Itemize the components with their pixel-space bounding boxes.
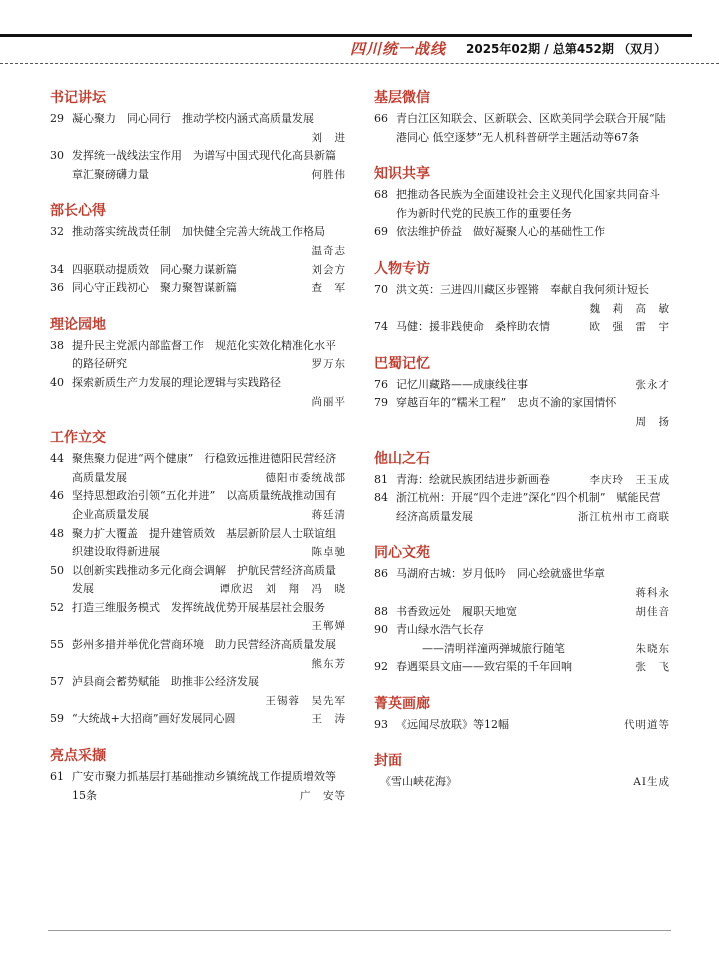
article-author: 德阳市委统战部: [265, 471, 346, 484]
toc-entry[interactable]: [50, 337, 346, 374]
section-title: 同心文苑: [374, 545, 430, 562]
article-title: 春遇渠县文庙——致宕渠的千年回响: [396, 660, 572, 674]
section-title: 人物专访: [374, 260, 430, 277]
page-number: 90: [374, 623, 388, 637]
article-title: 彭州多措并举优化营商环境 助力民营经济高质量发展: [72, 638, 336, 652]
page-number: 52: [50, 600, 64, 614]
toc-entry[interactable]: [374, 658, 670, 677]
page-number: 30: [50, 149, 64, 163]
article-title: 凝心聚力 同心同行 推动学校内涵式高质量发展: [72, 112, 314, 125]
section-title: 工作立交: [50, 430, 106, 447]
page-number: 86: [374, 567, 388, 581]
section-title: 亮点采撷: [50, 748, 106, 765]
article-author: 欧 强 雷 宇: [589, 321, 670, 334]
article-title: 聚力扩大覆盖 提升建管质效 基层新阶层人士联谊组织建设取得新进展: [72, 526, 336, 559]
toc-section: [374, 751, 670, 792]
article-title: 同心守正践初心 聚力聚智谋新篇: [72, 281, 237, 295]
toc-entry[interactable]: [374, 716, 670, 735]
article-author: 熊东芳: [311, 657, 346, 670]
article-author: 张 飞: [635, 661, 670, 674]
toc-section: [374, 449, 670, 527]
toc-entry[interactable]: [50, 525, 346, 562]
toc-entry[interactable]: [50, 562, 346, 599]
article-title: 依法维护侨益 做好凝聚人心的基础性工作: [396, 225, 605, 239]
article-author: 谭欣迟 刘 翔 冯 晓: [219, 583, 346, 596]
page-number: 79: [374, 396, 388, 410]
article-title: 广安市聚力抓基层打基础推动乡镇统战工作提质增效等15条: [72, 770, 336, 802]
article-author: 蒋廷清: [311, 508, 346, 521]
toc-entry[interactable]: [374, 281, 670, 318]
toc-entry[interactable]: [374, 223, 670, 242]
article-author: 朱晓东: [635, 642, 670, 655]
toc-section: [374, 543, 670, 677]
page-number: 88: [374, 604, 388, 618]
section-title: 他山之石: [374, 450, 430, 467]
toc-section: [50, 88, 346, 184]
page-number: 48: [50, 526, 64, 540]
article-title: 提升民主党派内部监督工作 规范化实效化精准化水平的路径研究: [72, 338, 336, 371]
page-number: 93: [374, 717, 388, 731]
article-author: 蒋科永: [635, 586, 670, 599]
toc-section: [374, 259, 670, 337]
toc-section: [374, 88, 670, 147]
article-title: 浙江杭州：开展“四个走进”深化“四个机制” 赋能民营经济高质量发展: [396, 491, 661, 523]
article-author: 广 安等: [300, 789, 346, 802]
article-author: 王郸婵: [311, 620, 346, 633]
toc-entry[interactable]: [50, 279, 346, 298]
header-dashed-divider: [0, 63, 719, 64]
article-author: AI生成: [633, 776, 670, 789]
article-author: 浙江杭州市工商联: [578, 510, 670, 523]
article-author: 王锡蓉 吴先军: [265, 694, 346, 707]
article-author: 刘 进: [311, 131, 346, 144]
bottom-rule: [48, 930, 671, 931]
toc-section: [50, 428, 346, 729]
toc-entry[interactable]: [374, 621, 670, 640]
article-title: 把推动各民族为全面建设社会主义现代化国家共同奋斗作为新时代党的民族工作的重要任务: [396, 188, 660, 220]
header-rule: [0, 34, 692, 37]
toc-entry[interactable]: [374, 376, 670, 395]
toc-left-column: [50, 88, 346, 822]
article-title: 四驱联动提质效 同心聚力谋新篇: [72, 262, 237, 276]
toc-entry[interactable]: [50, 768, 346, 805]
article-author: 胡佳音: [635, 605, 670, 618]
toc-entry[interactable]: [374, 565, 670, 602]
section-title: 知识共享: [374, 166, 430, 183]
page-number: 76: [374, 377, 388, 391]
page-number: 61: [50, 770, 64, 784]
page-number: 40: [50, 375, 64, 389]
article-title: 坚持思想政治引领“五化并进” 以高质量统战推动国有企业高质量发展: [72, 489, 337, 521]
page-number: 66: [374, 112, 388, 125]
article-author: 张永才: [635, 378, 670, 391]
page-number: 29: [50, 112, 64, 125]
toc-entry[interactable]: [50, 636, 346, 673]
article-author: 尚丽平: [311, 395, 346, 408]
page-number: 46: [50, 489, 64, 503]
page-number: 69: [374, 225, 388, 239]
article-author: 何胜伟: [311, 168, 346, 181]
toc-entry[interactable]: [50, 223, 346, 260]
toc-entry[interactable]: [374, 489, 670, 526]
section-title: 书记讲坛: [50, 90, 106, 106]
toc-section: [50, 201, 346, 297]
article-subtitle: ——清明祥潼两弹城旅行随笔: [422, 641, 565, 655]
page-number: 32: [50, 225, 64, 239]
article-title: 探索新质生产力发展的理论逻辑与实践路径: [72, 375, 281, 389]
page-number: 74: [374, 320, 388, 334]
article-author: 陈卓驰: [311, 546, 346, 559]
section-title: 封面: [374, 753, 402, 770]
toc-section: [374, 164, 670, 242]
magazine-logo: 四川统一战线: [350, 40, 447, 58]
toc-entry[interactable]: [374, 110, 670, 147]
section-title: 理论园地: [50, 316, 106, 333]
page-number: 34: [50, 262, 64, 276]
toc-entry[interactable]: [50, 673, 346, 710]
article-author: 刘会方: [311, 263, 346, 276]
article-title: 推动落实统战责任制 加快健全完善大统战工作格局: [72, 225, 325, 239]
toc-section: [374, 354, 670, 432]
toc-entry[interactable]: [50, 599, 346, 636]
toc-entry[interactable]: [50, 261, 346, 280]
toc-entry[interactable]: [50, 147, 346, 184]
page-number: 50: [50, 563, 64, 577]
article-author: 周 扬: [635, 415, 670, 428]
article-title: 泸县商会蓄势赋能 助推非公经济发展: [72, 675, 259, 689]
article-title: 青白江区知联会、区新联会、区欧美同学会联合开展“陆港同心 低空逐梦”无人机科普研学主题活动等67条: [396, 112, 666, 144]
toc-entry[interactable]: [50, 710, 346, 729]
article-title: 《远闻尽放联》等12幅: [396, 717, 509, 731]
page-number: 57: [50, 675, 64, 689]
article-title: “大统战+大招商”画好发展同心圆: [72, 712, 236, 726]
article-author: 温奇志: [311, 244, 346, 257]
issue-info: 2025年02期 / 总第452期 （双月）: [466, 42, 667, 56]
article-title: 《雪山峡花海》: [380, 775, 457, 789]
page-number: 44: [50, 452, 64, 466]
page-number: 38: [50, 338, 64, 352]
toc-entry[interactable]: [374, 394, 670, 431]
toc-entry[interactable]: [50, 110, 346, 147]
toc-entry[interactable]: [50, 374, 346, 411]
toc-entry[interactable]: [50, 487, 346, 524]
toc-entry[interactable]: [374, 471, 670, 490]
page-number: 59: [50, 712, 64, 726]
article-title: 记忆川藏路——成康线往事: [396, 377, 528, 391]
toc-section: [50, 315, 346, 411]
article-title: 马健：援非践使命 桑梓助农情: [396, 320, 550, 334]
article-author: 魏 莉 高 敏: [589, 302, 670, 315]
section-title: 巴蜀记忆: [374, 355, 430, 372]
article-title: 聚焦聚力促进“两个健康” 行稳致远推进德阳民营经济高质量发展: [72, 452, 337, 484]
toc-section: [374, 694, 670, 735]
article-title: 马湖府古城：岁月低吟 同心绘就盛世华章: [396, 567, 605, 581]
article-title: 书香致远处 履职天地宽: [396, 604, 517, 618]
toc-section: [50, 746, 346, 805]
page-number: 36: [50, 281, 64, 295]
article-title: 以创新实践推动多元化商会调解 护航民营经济高质量发展: [72, 563, 336, 596]
toc-entry[interactable]: [50, 450, 346, 487]
article-title: 青海：绘就民族团结进步新画卷: [396, 472, 550, 486]
section-title: 基层微信: [374, 90, 430, 106]
toc-entry[interactable]: [374, 603, 670, 622]
article-title: 发挥统一战线法宝作用 为谱写中国式现代化高县新篇章汇聚磅礴力量: [72, 149, 336, 181]
article-author: 查 军: [311, 282, 346, 295]
page-number: 70: [374, 282, 388, 296]
toc-entry[interactable]: [374, 186, 670, 223]
section-title: 部长心得: [50, 203, 106, 220]
page-number: 68: [374, 188, 388, 202]
article-subtitle-row: [374, 640, 670, 659]
toc-entry[interactable]: [374, 773, 670, 792]
page-number: 92: [374, 660, 388, 674]
article-author: 代明道等: [624, 718, 670, 731]
article-author: 罗万东: [311, 358, 346, 371]
page-number: 81: [374, 472, 388, 486]
article-title: 青山绿水浩气长存: [396, 623, 484, 637]
page-number: 84: [374, 491, 388, 505]
section-title: 菁英画廊: [374, 695, 430, 712]
toc-entry[interactable]: [374, 318, 670, 337]
article-author: 李庆玲 王玉成: [589, 473, 670, 486]
toc-right-column: [374, 88, 670, 809]
article-title: 打造三维服务模式 发挥统战优势开展基层社会服务: [72, 600, 325, 614]
article-author: 王 涛: [311, 713, 346, 726]
page-number: 55: [50, 638, 64, 652]
article-title: 穿越百年的“糯米工程” 忠贞不渝的家国情怀: [396, 396, 617, 410]
article-title: 洪文英：三进四川藏区步铿锵 奉献自我何须计短长: [396, 282, 649, 296]
